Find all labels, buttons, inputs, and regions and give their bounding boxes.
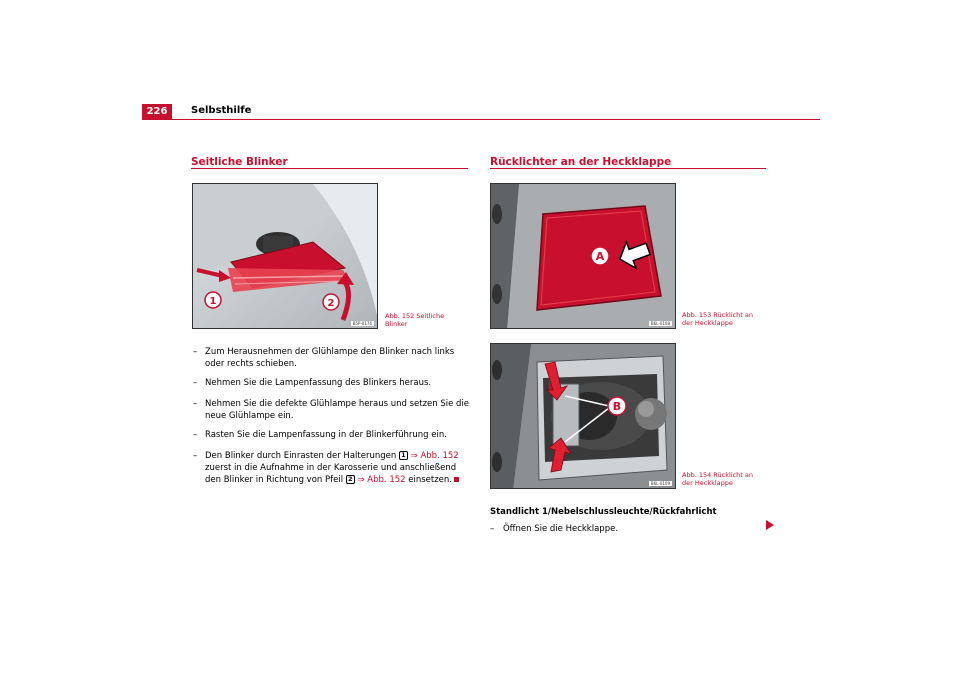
step-dash: – (193, 347, 198, 357)
instruction-step (193, 346, 473, 370)
step-text-part: Den Blinker durch Einrasten der Halterungen (205, 451, 397, 461)
running-head: Selbsthilfe (191, 105, 252, 116)
step-text: Zum Herausnehmen der Glühlampe den Blinker nach links oder rechts schieben. (205, 347, 455, 369)
step-text (193, 450, 473, 486)
figure-caption-153 (682, 311, 753, 327)
step-text: Öffnen Sie die Heckklappe. (502, 524, 619, 534)
caption-line: Abb. 152 Seitliche (385, 312, 445, 320)
figure-reference-link[interactable]: ⇒ Abb. 152 (357, 475, 406, 485)
caption-line: der Heckklappe (682, 479, 733, 487)
step-dash: – (193, 451, 198, 461)
figure-caption-154 (682, 471, 753, 487)
figure-153-rear-light-cover (490, 183, 676, 329)
marker-1: 1 (399, 451, 408, 460)
figure-caption-152 (385, 312, 444, 328)
figure-154-rear-light-bulbholder (490, 343, 676, 489)
marker-2: 2 (346, 475, 355, 484)
subheading-standlicht: Standlicht 1/Nebelschlussleuchte/Rückfahrlicht (490, 507, 717, 517)
figure-152-side-indicator (192, 183, 378, 329)
instruction-step (193, 377, 473, 389)
section-rule-right (490, 168, 766, 169)
step-dash: – (490, 524, 495, 534)
continue-arrow-icon[interactable] (766, 520, 774, 530)
step-text-part: zuerst in die Aufnahme in der Karosserie und anschließend den Blinker in Richtung von Pfeil (205, 463, 457, 485)
header-rule (142, 119, 820, 120)
rear-light-cover-illustration (491, 184, 676, 329)
section-title-seitliche-blinker: Seitliche Blinker (191, 156, 288, 168)
section-title-ruecklichter: Rücklichter an der Heckklappe (490, 156, 672, 168)
figure-reference-link[interactable]: ⇒ Abb. 152 (410, 451, 459, 461)
step-dash: – (193, 430, 198, 440)
figure-label-b: B (612, 400, 622, 413)
figure-code: B6L-0109 (650, 481, 670, 486)
instruction-step (193, 429, 473, 441)
figure-label-a: A (595, 250, 605, 263)
step-dash: – (193, 399, 198, 409)
caption-line: Blinker (385, 320, 408, 328)
figure-label-1: 1 (209, 296, 217, 307)
section-end-mark (454, 477, 459, 482)
caption-line: Abb. 153 Rücklicht an (682, 311, 754, 319)
side-indicator-illustration (193, 184, 378, 329)
figure-label-2: 2 (327, 298, 335, 309)
caption-line: Abb. 154 Rücklicht an (682, 471, 754, 479)
rear-light-bulbholder-illustration (491, 344, 676, 489)
instruction-step (193, 398, 473, 422)
step-text: Nehmen Sie die Lampenfassung des Blinkers heraus. (205, 378, 432, 388)
step-text: Rasten Sie die Lampenfassung in der Blinkerführung ein. (205, 430, 447, 440)
figure-code: B5P-0176 (352, 321, 372, 326)
step-dash: – (193, 378, 198, 388)
page-number: 226 (142, 104, 172, 120)
instruction-step (490, 523, 618, 535)
section-rule-left (191, 168, 468, 169)
step-text: Nehmen Sie die defekte Glühlampe heraus und setzen Sie die neue Glühlampe ein. (205, 399, 470, 421)
figure-code: B6L-0108 (650, 321, 670, 326)
step-text-part: einsetzen. (408, 475, 452, 485)
caption-line: der Heckklappe (682, 319, 733, 327)
instruction-step (193, 450, 473, 486)
